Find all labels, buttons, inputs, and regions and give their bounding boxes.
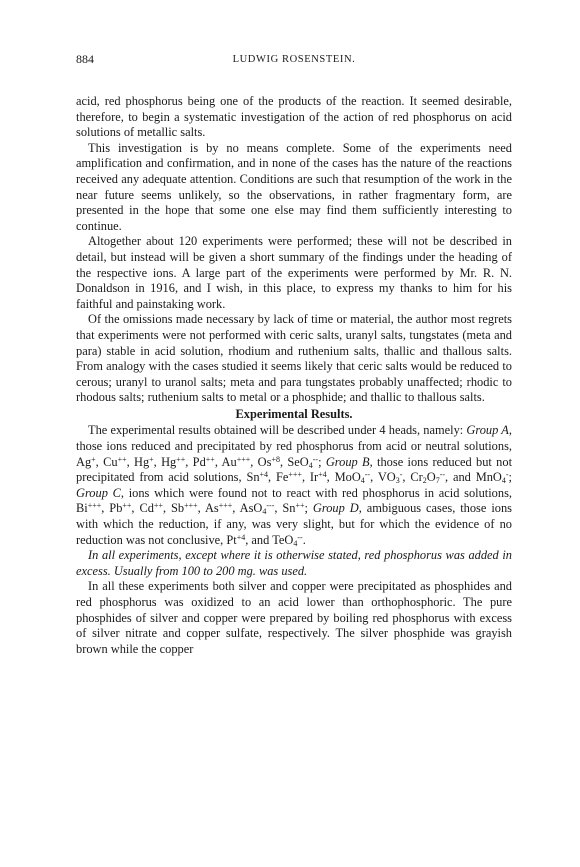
running-title: LUDWIG ROSENSTEIN. bbox=[232, 54, 356, 65]
paragraph-italic-note: In all experiments, except where it is otherwise stated, red phosphorus was added in excess. Usually from 100 to 200 mg. was used. bbox=[76, 548, 512, 578]
paragraph-omissions: Of the omissions made necessary by lack of time or material, the author most regrets that experiments were not performed with ceric salts, uranyl salts, tungstates (meta and para) stable in acid solution, rhodium and ruthenium salts, thallic and thallous salts. From analogy with the cases studied it seems likely that ceric salts would be reduced to cerous; uranyl to uranol salts; meta and para tungstates probably unaffected; rhodic to rhodous salts; ruthenium salts to metal or a phosphide; and thallic to thallous salts. bbox=[76, 312, 512, 405]
page-number: 884 bbox=[76, 52, 94, 66]
group-c-label: Group C bbox=[76, 485, 121, 500]
paragraph-incomplete-investigation: This investigation is by no means complete. Some of the experiments need amplification and confirmation, and in none of the cases has the nature of the reactions received any adequate attention. Conditions are such that resumption of the work in the near future seems unlikely, so the observations, in rather fragmentary form, are presented in the hope that some one else may find them sufficiently interesting to continue. bbox=[76, 140, 512, 233]
paragraph-experiment-count: Altogether about 120 experiments were performed; these will not be described in detail, but instead will be given a short summary of the findings under the heading of the respective ions. A large part of the experiments were performed by Mr. R. N. Donaldson in 1916, and I wish, in this place, to express my thanks to him for his faithful and painstaking work. bbox=[76, 234, 512, 311]
group-a-label: Group A bbox=[466, 423, 509, 438]
paragraph-continuation: acid, red phosphorus being one of the products of the reaction. It seemed desirable, therefore, to begin a systematic investigation of the action of red phosphorus on acid solutions of metallic salts. bbox=[76, 94, 512, 140]
paragraph-experimental-results: The experimental results obtained will be described under 4 heads, namely: Group A, those ions reduced and precipitated by red phosphorus from acid or neutral solutions, Ag+, Cu++, Hg+, Hg++, Pd++, Au+++, $Os^{+8}$, SeO$_4$--; Group B, those ions reduced but not precipitated from acid solutions, $Sn^{+4}$, Fe+++, $Ir^{+4}$, MoO$_4$--, $VO_3^-$, $Cr_2O_7^{--}$, and MnO$_4$-; Group C, ions which were found not to react with red phosphorus in acid solutions, Bi+++, Pb++, Cd++, Sb+++, As+++, AsO$_4$---, Sn++; Group D, ambiguous cases, those ions with which the reduction, if any, was very slight, but for which the evidence of no reduction was not conclusive, $Pt^{+4}$, and TeO$_4$--. bbox=[76, 423, 513, 548]
group-d-label: Group D bbox=[312, 501, 359, 516]
section-title: Experimental Results. bbox=[235, 406, 353, 421]
page bbox=[76, 52, 512, 657]
page-header bbox=[76, 52, 512, 70]
group-b-label: Group B bbox=[325, 454, 370, 469]
paragraph-phosphides: In all these experiments both silver and copper were precipitated as phosphides and red phosphorus was oxidized to an acid lower than orthophosphoric. The pure phosphides of silver and copper were prepared by boiling red phosphorus with excess of silver nitrate and copper sulfate, respectively. The silver phosphide was grayish brown while the copper bbox=[76, 579, 512, 656]
